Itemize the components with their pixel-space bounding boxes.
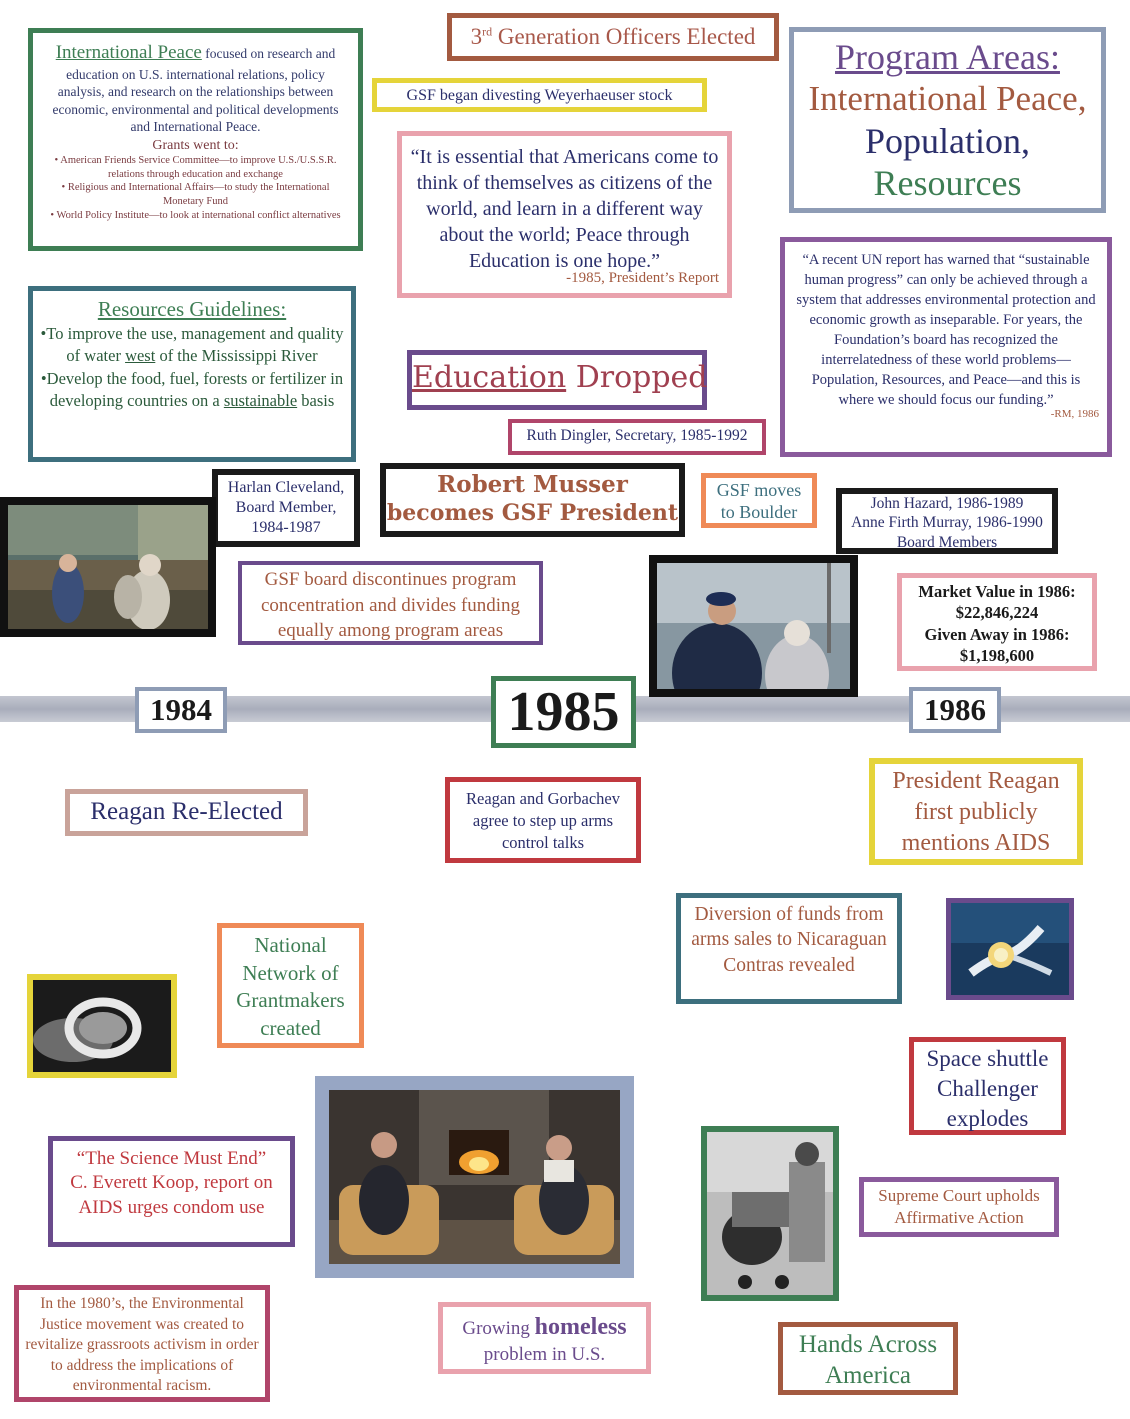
arms-talks-box [445, 777, 641, 863]
dropped-word: Dropped [566, 360, 708, 395]
robert-musser-box [380, 463, 685, 537]
un-quote-box [780, 237, 1112, 457]
ruth-dingler-box [508, 419, 766, 455]
resources-bullet-1-end: of the Mississippi River [155, 346, 318, 366]
supreme-court-text: Supreme Court upholds Affirmative Action [878, 1186, 1040, 1228]
market-value-label: Market Value in 1986: [918, 582, 1076, 601]
program-areas-box [789, 27, 1106, 213]
musser-line-2: becomes GSF President [386, 499, 679, 526]
year-1986 [909, 687, 1001, 733]
reagan-reelected-box [65, 789, 308, 836]
hands-across-america-text: Hands Across America [798, 1331, 938, 1390]
reagan-aids-box [869, 758, 1083, 865]
environmental-justice-box [14, 1285, 270, 1402]
program-areas-title: Program Areas: [835, 37, 1060, 77]
intl-peace-intro: focused on research and education on U.S. international relations, policy analysis, and research on the relationships between economic, environmental and political developments and International Peace. [52, 46, 339, 135]
harlan-cleveland-box [212, 469, 360, 547]
contras-box [676, 893, 902, 1004]
hazard-line-3: Board Members [896, 533, 998, 551]
homeless-post: problem in U.S. [483, 1344, 606, 1366]
year-1985-label: 1985 [507, 681, 620, 743]
reagan-aids-text: President Reagan first publicly mentions AIDS [892, 768, 1060, 857]
boulder-box [701, 473, 817, 528]
program-area-resources: Resources [873, 163, 1022, 204]
market-value-box [897, 573, 1097, 671]
citizens-quote-attribution: -1985, President’s Report [566, 270, 719, 286]
officers-elected-box [447, 13, 779, 61]
program-area-peace: International Peace, [808, 79, 1087, 119]
officers-sup: rd [482, 24, 493, 39]
resources-bullet-1: •To improve the use, management and quality of water [40, 324, 344, 366]
grants-heading: Grants went to: [152, 137, 239, 153]
year-1985 [491, 676, 636, 748]
resources-bullet-2-end: basis [297, 390, 335, 410]
koop-box [48, 1136, 295, 1247]
given-away-amount: $1,198,600 [959, 646, 1035, 666]
grantmakers-box [217, 923, 364, 1048]
grant-item: • World Policy Institute—to look at international conflict alternatives [50, 209, 341, 221]
grant-item: • Religious and International Affairs—to study the International Monetary Fund [61, 182, 330, 207]
hands-across-america-box [778, 1322, 958, 1395]
homeless-photo [701, 1126, 839, 1301]
board-discontinues-text: GSF board discontinues program concentration and divides funding equally among program areas [260, 569, 521, 642]
hazard-line-2: Anne Firth Murray, 1986-1990 [851, 514, 1043, 532]
intl-peace-heading: International Peace [55, 42, 202, 63]
supreme-court-box [859, 1177, 1059, 1237]
reagan-reelected-text: Reagan Re-Elected [90, 798, 283, 825]
market-value-amount: $22,846,224 [955, 603, 1039, 623]
resources-heading: Resources Guidelines: [97, 297, 287, 321]
un-quote-text: “A recent UN report has warned that “sustainable human progress” can only be achieved through a system that addresses environmental protection and economic growth as inseparable. For years, the Foundation’s board has recognized the interrelatedness of these world problems—Population, Resources, and Peace—and this is where we should focus our funding.” [796, 252, 1096, 408]
board-discontinues-box [238, 561, 543, 645]
resources-bullet-2: •Develop the food, fuel, forests or fertilizer in developing countries on a [40, 368, 344, 410]
year-1984 [135, 687, 227, 733]
citizens-quote-box [397, 131, 732, 298]
challenger-text: Space shuttle Challenger explodes [926, 1046, 1049, 1131]
un-quote-attribution: -RM, 1986 [1050, 408, 1099, 420]
resources-bullet-2-underline: sustainable [223, 390, 298, 410]
resources-guidelines-box [28, 286, 356, 462]
divest-text: GSF began divesting Weyerhaeuser stock [406, 87, 673, 104]
homeless-pre: Growing [462, 1318, 535, 1339]
condom-photo [27, 974, 177, 1078]
education-dropped-box [407, 350, 707, 410]
officers-text: Generation Officers Elected [492, 24, 756, 49]
koop-quote: “The Science Must End” [76, 1148, 267, 1169]
homeless-bold: homeless [534, 1314, 627, 1340]
ruth-dingler-text: Ruth Dingler, Secretary, 1985-1992 [526, 427, 748, 444]
reagan-gorbachev-photo [315, 1076, 634, 1278]
given-away-label: Given Away in 1986: [924, 624, 1070, 644]
boulder-text: GSF moves to Boulder [716, 480, 802, 522]
divest-box [372, 78, 707, 112]
environmental-justice-text: In the 1980’s, the Environmental Justice movement was created to revitalize grassroots activism in order to address the implications of environmental racism. [25, 1295, 259, 1395]
program-area-population: Population, [864, 120, 1030, 161]
grants-list [43, 154, 348, 222]
education-word: Education [412, 360, 567, 395]
harlan-cleveland-photo [0, 497, 216, 637]
grant-item: • American Friends Service Committee—to improve U.S./U.S.S.R. relations through education and exchange [54, 154, 337, 180]
boat-photo [649, 555, 858, 697]
international-peace-box [28, 28, 363, 251]
homeless-box [438, 1302, 651, 1374]
board-members-box [836, 488, 1058, 554]
challenger-box [909, 1037, 1066, 1135]
musser-line-1: Robert Musser [437, 471, 628, 498]
contras-text: Diversion of funds from arms sales to Nicaraguan Contras revealed [691, 904, 887, 976]
grantmakers-text: National Network of Grantmakers created [236, 933, 345, 1041]
citizens-quote-text: “It is essential that Americans come to think of themselves as citizens of the world, and learn in a different way about the world; Peace through Education is one hope.” [410, 146, 719, 272]
resources-bullet-1-underline: west [125, 346, 156, 366]
koop-text: C. Everett Koop, report on AIDS urges condom use [70, 1172, 273, 1218]
arms-talks-text: Reagan and Gorbachev agree to step up arms control talks [466, 789, 620, 852]
officers-prefix: 3 [470, 24, 483, 49]
year-1986-label: 1986 [924, 692, 986, 727]
harlan-cleveland-text: Harlan Cleveland, Board Member, 1984-1987 [227, 479, 345, 536]
challenger-photo [946, 898, 1074, 1000]
hazard-line-1: John Hazard, 1986-1989 [870, 495, 1024, 512]
year-1984-label: 1984 [150, 692, 212, 727]
